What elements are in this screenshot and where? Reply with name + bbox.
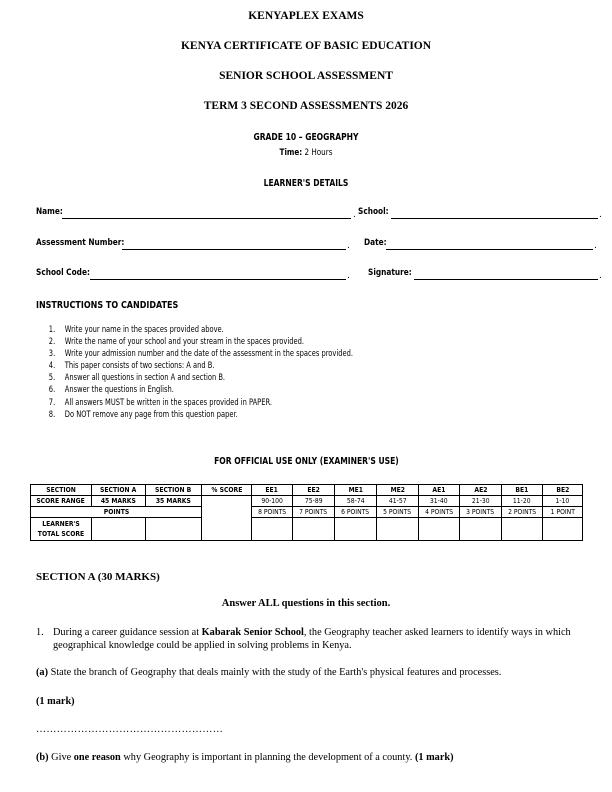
part-emphasis: one reason — [73, 752, 121, 763]
instruction-item — [36, 359, 452, 371]
table-cell: 1-10 — [543, 496, 583, 507]
table-cell — [252, 518, 293, 541]
table-cell: 75-89 — [293, 496, 335, 507]
exam-body-title: KENYAPLEX EXAMS — [248, 10, 364, 22]
table-cell: 4 POINTS — [419, 507, 460, 518]
instruction-item — [36, 371, 452, 383]
table-row — [31, 518, 583, 541]
table-cell: SECTION A — [92, 485, 146, 496]
instruction-number: 4. — [48, 360, 56, 371]
table-cell: 21-30 — [460, 496, 502, 507]
question-text-part: During a career guidance session at — [53, 627, 202, 638]
details-row-assessment — [36, 238, 602, 252]
signature-field[interactable] — [414, 279, 598, 280]
instruction-number: 5. — [48, 372, 56, 383]
assessment-number-dot: . — [347, 241, 350, 251]
table-cell: 31-40 — [419, 496, 460, 507]
date-label: Date: — [364, 238, 387, 248]
assessment-number-field[interactable] — [122, 249, 346, 250]
table-cell — [293, 518, 335, 541]
part-label: (b) — [36, 752, 49, 763]
question-1a — [36, 667, 596, 678]
instruction-text: All answers MUST be written in the spaces provided in PAPER. — [64, 396, 273, 407]
table-cell: SCORE RANGE — [31, 496, 92, 507]
table-cell: 1 POINT — [543, 507, 583, 518]
instruction-text: Write your admission number and the date of the assessment in the spaces provided. — [64, 348, 354, 359]
instruction-item — [36, 383, 452, 395]
table-cell: 6 POINTS — [335, 507, 377, 518]
section-a-instruction: Answer ALL questions in this section. — [221, 598, 391, 609]
school-code-field[interactable] — [90, 279, 346, 280]
instruction-number: 1. — [48, 324, 56, 334]
table-cell: POINTS — [31, 507, 202, 518]
instruction-number: 7. — [48, 396, 56, 407]
time-label: Time: — [279, 148, 303, 158]
table-cell: 7 POINTS — [293, 507, 335, 518]
instruction-number: 8. — [48, 408, 56, 419]
table-cell: EE1 — [252, 485, 293, 496]
instructions-list — [36, 323, 556, 420]
table-row — [31, 496, 583, 507]
instruction-number: 6. — [48, 384, 56, 395]
table-cell: SECTION — [31, 485, 92, 496]
instruction-text: Answer the questions in English. — [64, 384, 174, 395]
signature-label: Signature: — [368, 268, 412, 278]
table-cell: % SCORE — [202, 485, 252, 496]
marks-label: (1 mark) — [36, 696, 75, 707]
official-use-title: FOR OFFICIAL USE ONLY (EXAMINER'S USE) — [213, 456, 399, 467]
table-cell — [377, 518, 419, 541]
time-allowed — [61, 148, 551, 158]
school-name: Kabarak Senior School — [201, 627, 304, 638]
table-cell — [335, 518, 377, 541]
table-cell: 3 POINTS — [460, 507, 502, 518]
table-cell: SECTION B — [146, 485, 202, 496]
table-cell: BE2 — [543, 485, 583, 496]
table-cell: 2 POINTS — [502, 507, 543, 518]
table-cell — [543, 518, 583, 541]
table-row — [31, 507, 583, 518]
table-row — [31, 485, 583, 496]
table-cell: 11-20 — [502, 496, 543, 507]
school-dot: . — [599, 210, 602, 220]
question-1b — [36, 752, 596, 763]
signature-dot: . — [599, 271, 602, 281]
table-cell: AE2 — [460, 485, 502, 496]
table-cell: 35 MARKS — [146, 496, 202, 507]
instruction-number: 2. — [48, 336, 56, 347]
table-cell — [419, 518, 460, 541]
assessment-title: SENIOR SCHOOL ASSESSMENT — [219, 70, 393, 82]
question-text — [53, 626, 593, 652]
school-field[interactable] — [391, 218, 598, 219]
instruction-item — [36, 408, 452, 420]
assessment-number-label: Assessment Number: — [36, 238, 125, 248]
instructions-heading: INSTRUCTIONS TO CANDIDATES — [36, 300, 179, 311]
marks-label: (1 mark) — [414, 752, 454, 763]
details-row-name — [36, 207, 602, 221]
part-label: (a) — [36, 667, 49, 678]
instruction-text: Do NOT remove any page from this question paper. — [64, 408, 238, 419]
question-text-part: , the Geography teacher asked learners to identify ways in which geographical knowledge could be applied in solving problems in Kenya. — [53, 627, 571, 651]
certificate-title: KENYA CERTIFICATE OF BASIC EDUCATION — [180, 40, 432, 52]
school-code-dot: . — [347, 271, 350, 281]
table-cell: 8 POINTS — [252, 507, 293, 518]
instruction-text: Write your name in the spaces provided above. — [64, 324, 224, 334]
date-field[interactable] — [386, 249, 593, 250]
official-use-heading — [0, 456, 612, 467]
table-cell: LEARNER'S TOTAL SCORE — [31, 518, 92, 541]
table-cell — [460, 518, 502, 541]
table-cell: 5 POINTS — [377, 507, 419, 518]
instruction-item — [36, 396, 452, 408]
school-label-wrap — [358, 207, 395, 221]
table-cell: 45 MARKS — [92, 496, 146, 507]
table-cell: EE2 — [293, 485, 335, 496]
date-dot: . — [594, 241, 597, 251]
table-cell — [502, 518, 543, 541]
table-cell: ME2 — [377, 485, 419, 496]
instruction-number: 3. — [48, 348, 56, 359]
time-value: 2 Hours — [304, 148, 333, 158]
school-label: School: — [358, 207, 389, 217]
school-code-label: School Code: — [36, 268, 90, 278]
section-a-heading: SECTION A (30 MARKS) — [36, 571, 160, 583]
table-cell: 90-100 — [252, 496, 293, 507]
percent-score-cell[interactable] — [202, 496, 252, 541]
instruction-item — [36, 335, 452, 347]
table-cell: 41-57 — [377, 496, 419, 507]
instruction-text: Answer all questions in section A and section B. — [64, 372, 226, 383]
grade-subject: GRADE 10 – GEOGRAPHY — [253, 132, 359, 143]
instruction-text: Write the name of your school and your stream in the spaces provided. — [64, 336, 304, 347]
part-text: State the branch of Geography that deals mainly with the study of the Earth's physical features and processes. — [48, 667, 502, 678]
name-field[interactable] — [62, 218, 351, 219]
table-cell: BE1 — [502, 485, 543, 496]
instruction-item — [36, 347, 452, 359]
table-cell: ME1 — [335, 485, 377, 496]
part-text: Give — [48, 752, 74, 763]
name-dot: . — [353, 210, 356, 220]
term-title: TERM 3 SECOND ASSESSMENTS 2026 — [203, 100, 409, 112]
part-text: why Geography is important in planning the development of a county. — [120, 752, 415, 763]
score-table — [30, 484, 583, 541]
question-number: 1. — [36, 627, 44, 638]
learners-details-heading: LEARNER'S DETAILS — [263, 178, 349, 189]
name-label: Name: — [36, 207, 63, 217]
details-row-school-code — [36, 268, 602, 282]
instruction-text: This paper consists of two sections: A and B. — [64, 360, 215, 371]
section-a-score-cell[interactable] — [92, 518, 146, 541]
table-cell: AE1 — [419, 485, 460, 496]
table-cell: 58-74 — [335, 496, 377, 507]
answer-line[interactable]: ……………………………………………… — [36, 724, 224, 735]
instruction-item — [36, 323, 452, 335]
section-b-score-cell[interactable] — [146, 518, 202, 541]
